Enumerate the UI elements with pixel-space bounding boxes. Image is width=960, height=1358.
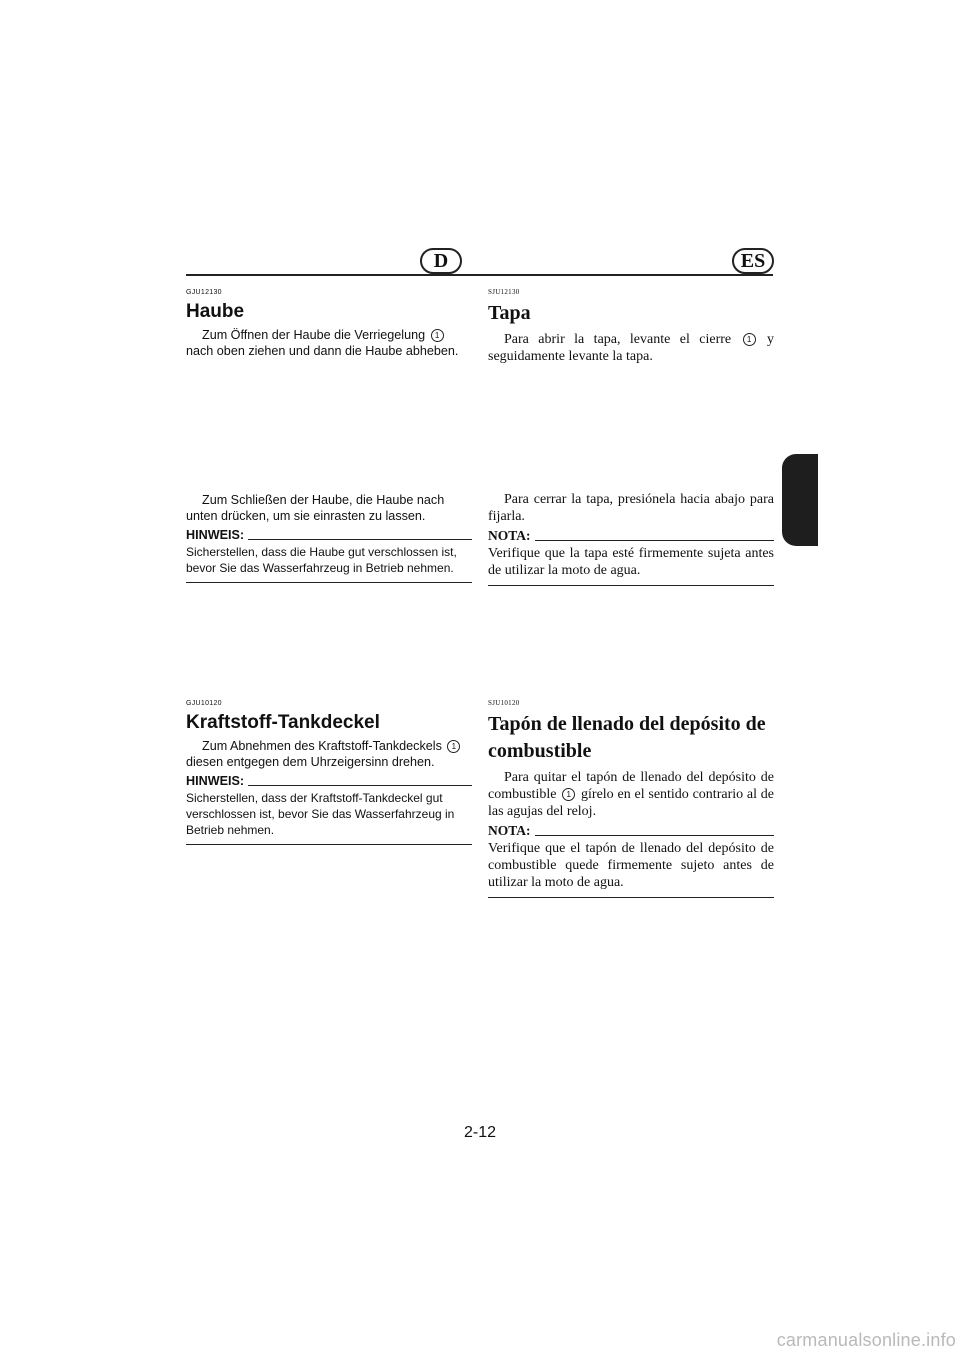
note-end-rule bbox=[186, 844, 472, 845]
note-header bbox=[186, 528, 472, 542]
text: gírelo en el sentido contrario al de las agujas del reloj. bbox=[488, 787, 775, 819]
callout-marker: 1 bbox=[743, 333, 756, 346]
de-section-haube-close bbox=[186, 492, 472, 583]
paragraph bbox=[488, 769, 774, 820]
note-end-rule bbox=[186, 582, 472, 583]
language-badge-d bbox=[420, 248, 462, 274]
paragraph bbox=[186, 738, 472, 770]
note-header bbox=[186, 774, 472, 788]
section-code: GJU12130 bbox=[186, 289, 222, 296]
language-label: D bbox=[433, 249, 449, 272]
note-header bbox=[488, 529, 774, 543]
note-text: Verifique que el tapón de llenado del depósito de combustible quede firmemente sujeto antes de utilizar la moto de agua. bbox=[488, 841, 774, 890]
section-title: Tapón de llenado del depósito de combustible bbox=[488, 713, 766, 762]
chapter-tab bbox=[782, 454, 818, 546]
paragraph: Para cerrar la tapa, presiónela hacia abajo para fijarla. bbox=[488, 492, 774, 524]
language-badge-es bbox=[732, 248, 774, 274]
note-text: Sicherstellen, dass der Kraftstoff-Tankdeckel gut verschlossen ist, bevor Sie das Wasserfahrzeug in Betrieb nehmen. bbox=[186, 791, 455, 837]
section-code: SJU10120 bbox=[488, 699, 520, 707]
callout-marker: 1 bbox=[562, 788, 575, 801]
text: Zum Abnehmen des Kraftstoff-Tankdeckels bbox=[202, 739, 442, 753]
note-rule bbox=[248, 539, 472, 540]
es-section-tapon bbox=[488, 699, 774, 898]
section-title: Tapa bbox=[488, 302, 531, 324]
note-label: NOTA: bbox=[488, 823, 531, 838]
note-label: HINWEIS: bbox=[186, 774, 245, 788]
text: y seguidamente levante la tapa. bbox=[488, 332, 775, 364]
note-rule bbox=[248, 785, 472, 786]
text: nach oben ziehen und dann die Haube abheben. bbox=[186, 344, 459, 358]
note-end-rule bbox=[488, 897, 774, 898]
text: Zum Öffnen der Haube die Verriegelung bbox=[202, 328, 426, 342]
de-section-haube bbox=[186, 288, 472, 359]
es-section-tapa bbox=[488, 288, 774, 365]
note-header bbox=[488, 824, 774, 838]
note-text: Sicherstellen, dass die Haube gut verschlossen ist, bevor Sie das Wasserfahrzeug in Betrieb nehmen. bbox=[186, 545, 457, 575]
text: Para quitar el tapón de llenado del depósito de combustible bbox=[488, 770, 774, 802]
header-rule bbox=[186, 274, 773, 276]
callout-marker: 1 bbox=[447, 740, 460, 753]
section-title: Kraftstoff-Tankdeckel bbox=[186, 712, 380, 733]
note-text: Verifique que la tapa esté firmemente sujeta antes de utilizar la moto de agua. bbox=[488, 546, 774, 578]
paragraph: Zum Schließen der Haube, die Haube nach unten drücken, um sie einrasten zu lassen. bbox=[186, 493, 445, 523]
es-section-tapa-close bbox=[488, 491, 774, 586]
text: diesen entgegen dem Uhrzeigersinn drehen. bbox=[186, 755, 435, 769]
note-label: HINWEIS: bbox=[186, 528, 245, 542]
watermark: carmanualsonline.info bbox=[776, 1330, 956, 1350]
note-rule bbox=[535, 835, 775, 836]
section-code: SJU12130 bbox=[488, 288, 520, 296]
text: Para abrir la tapa, levante el cierre bbox=[504, 332, 732, 347]
note-end-rule bbox=[488, 585, 774, 586]
de-section-tankdeckel bbox=[186, 699, 472, 845]
page-number: 2-12 bbox=[463, 1124, 497, 1141]
callout-marker: 1 bbox=[431, 329, 444, 342]
section-title: Haube bbox=[186, 301, 245, 322]
paragraph bbox=[488, 331, 774, 365]
paragraph bbox=[186, 327, 472, 359]
note-label: NOTA: bbox=[488, 528, 531, 543]
section-code: GJU10120 bbox=[186, 700, 222, 707]
language-label: ES bbox=[740, 249, 766, 272]
note-rule bbox=[535, 540, 775, 541]
